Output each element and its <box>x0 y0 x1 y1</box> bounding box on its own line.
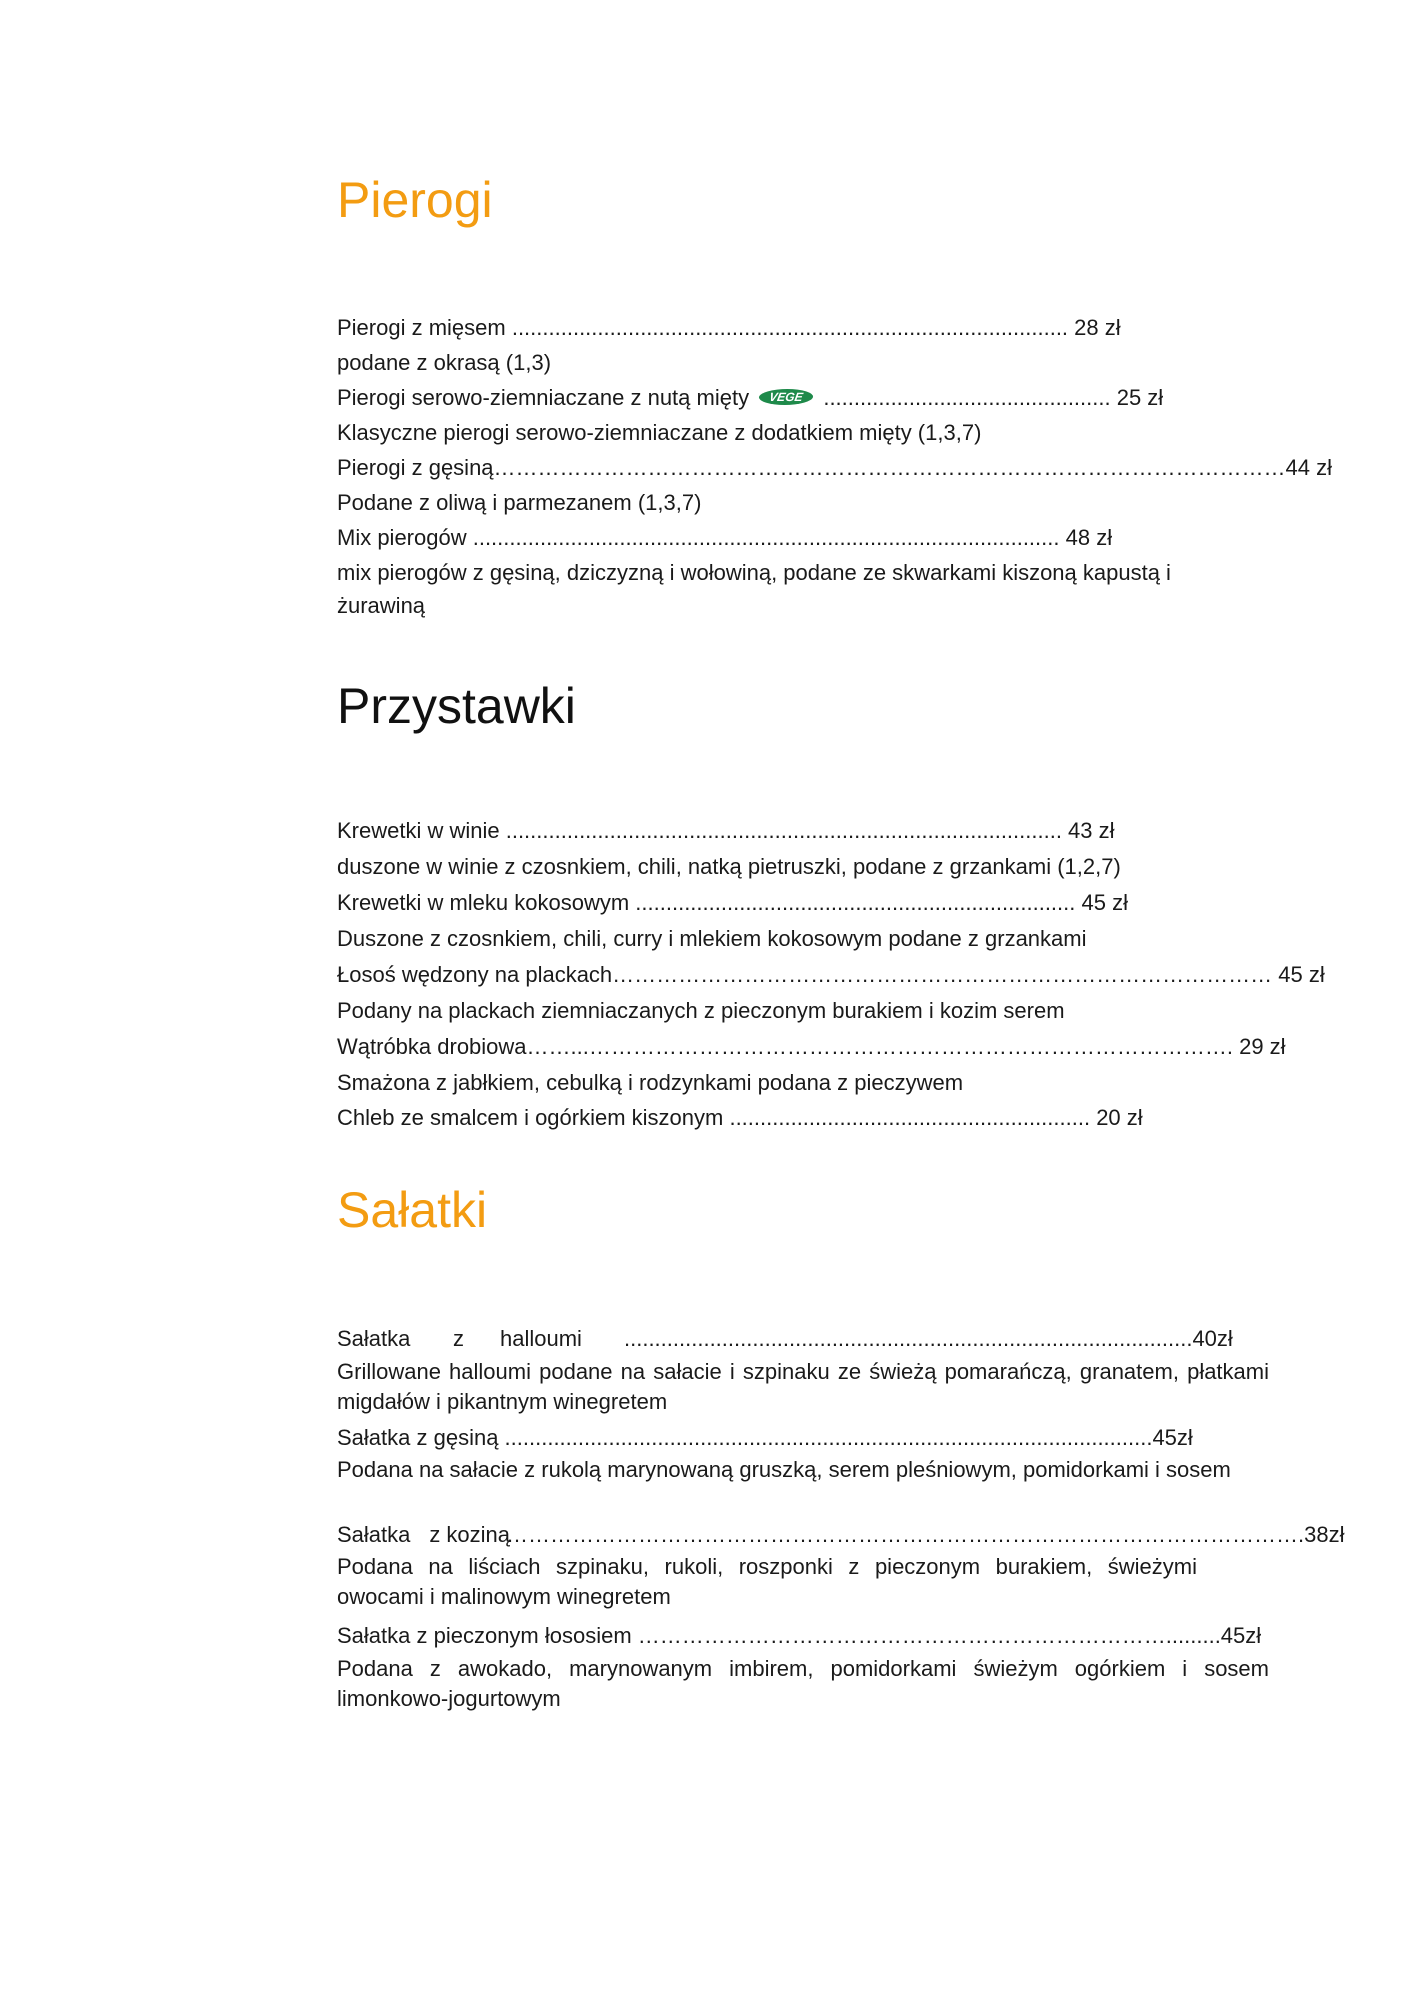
menu-item-description: podane z okrasą (1,3) <box>337 350 552 375</box>
menu-item-description: Podana na liściach szpinaku, rukoli, roszponki z pieczonym burakiem, świeżymi owocami i malinowym winegretem <box>337 1554 1197 1609</box>
menu-item-salatka-z-gesina: Sałatka z gęsiną ..........................................................................................................45zł <box>337 1425 1193 1450</box>
section-title-salatki: Sałatki <box>337 1182 488 1238</box>
menu-item-name-part: Sałatka <box>337 1326 411 1351</box>
menu-item-watrobka-drobiowa: Wątróbka drobiowa……...……………………………………………………………………………. 29 zł <box>337 1034 1286 1059</box>
menu-item-description: Podane z oliwą i parmezanem (1,3,7) <box>337 490 702 515</box>
menu-item-description: mix pierogów z gęsiną, dziczyzną i wołowiną, podane ze skwarkami kiszoną kapustą i <box>337 560 1171 585</box>
vege-badge-icon: VEGE <box>758 389 815 405</box>
menu-item-description: Duszone z czosnkiem, chili, curry i mlekiem kokosowym podane z grzankami <box>337 926 1087 951</box>
menu-item-name-part: Sałatka <box>337 1522 411 1547</box>
menu-item-pierogi-z-miesem: Pierogi z mięsem ........................................................................................... 28 zł <box>337 315 1121 340</box>
menu-item-description-cont: żurawiną <box>337 593 426 618</box>
menu-item-name-part: koziną <box>446 1522 510 1547</box>
menu-item-salatka-z-pieczonym-lososiem: Sałatka z pieczonym łososiem ……………………………………………………………….........45zł <box>337 1623 1262 1648</box>
menu-item-description: Smażona z jabłkiem, cebulką i rodzynkami podana z pieczywem <box>337 1070 964 1095</box>
section-title-pierogi: Pierogi <box>337 172 493 228</box>
menu-item-description: Podana na sałacie z rukolą marynowaną gruszką, serem pleśniowym, pomidorkami i sosem <box>337 1457 1231 1482</box>
menu-item-price: .............................................................................................40zł <box>624 1326 1233 1351</box>
menu-item-losos-wedzony: Łosoś wędzony na plackach……………………………………………………………………………… 45 zł <box>337 962 1325 987</box>
menu-item-krewetki-w-mleku-kokosowym: Krewetki w mleku kokosowym ........................................................................ 45 zł <box>337 890 1128 915</box>
menu-item-krewetki-w-winie: Krewetki w winie ........................................................................................... 43 zł <box>337 818 1115 843</box>
menu-item-pierogi-z-gesina: Pierogi z gęsiną………………………………………………………………………………………………44 zł <box>337 455 1333 480</box>
menu-item-price: ............................................... 25 zł <box>823 385 1164 410</box>
menu-item-description: Podany na plackach ziemniaczanych z pieczonym burakiem i kozim serem <box>337 998 1065 1023</box>
menu-item-description: Grillowane halloumi podane na sałacie i szpinaku ze świeżą pomarańczą, granatem, płatkami migdałów i pikantnym winegretem <box>337 1359 1269 1414</box>
menu-item-price: ……………………………………………………………………………………………….38zł <box>505 1522 1345 1547</box>
menu-item-name-part: z <box>429 1522 441 1547</box>
section-title-przystawki: Przystawki <box>337 678 576 734</box>
menu-item-description: Podana z awokado, marynowanym imbirem, pomidorkami świeżym ogórkiem i sosem limonkowo-jogurtowym <box>337 1656 1269 1711</box>
menu-item-chleb-ze-smalcem: Chleb ze smalcem i ogórkiem kiszonym ........................................................... 20 zł <box>337 1105 1143 1130</box>
menu-item-description: Klasyczne pierogi serowo-ziemniaczane z dodatkiem mięty (1,3,7) <box>337 420 982 445</box>
menu-item-pierogi-serowo-ziemniaczane <box>337 382 1163 414</box>
menu-item-name: Pierogi serowo-ziemniaczane z nutą mięty <box>337 385 750 410</box>
menu-item-name-part: halloumi <box>500 1326 582 1351</box>
menu-item-salatka-z-halloumi <box>337 1323 1269 1355</box>
menu-item-name-part: z <box>453 1326 464 1351</box>
menu-item-salatka-z-kozina <box>337 1519 1345 1551</box>
menu-item-mix-pierogow: Mix pierogów ................................................................................................ 48 zł <box>337 525 1113 550</box>
menu-item-description: duszone w winie z czosnkiem, chili, natką pietruszki, podane z grzankami (1,2,7) <box>337 854 1121 879</box>
